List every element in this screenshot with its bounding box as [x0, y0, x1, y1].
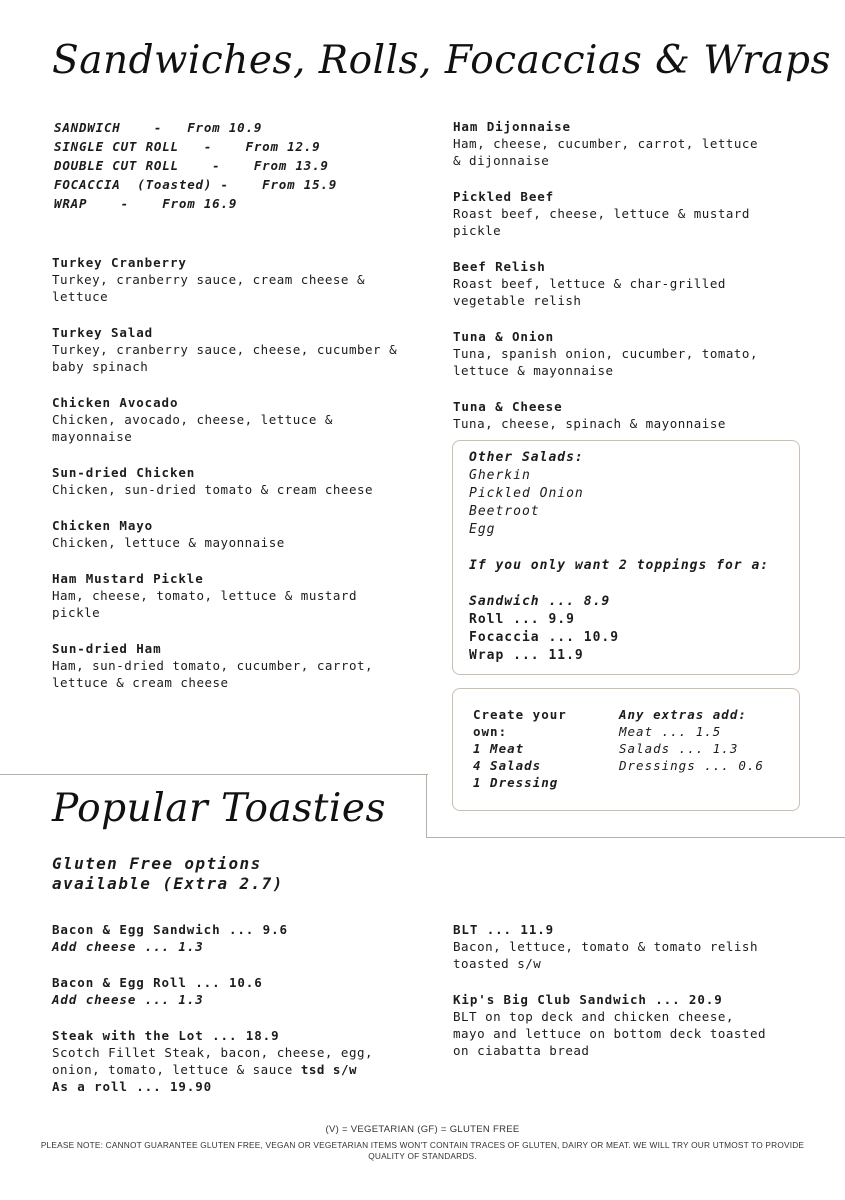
menu-item	[52, 921, 422, 955]
menu-item	[52, 1027, 422, 1095]
price-focaccia: FOCACCIA (Toasted) - From 15.9	[54, 177, 338, 192]
item-name: Sun-dried Chicken	[52, 465, 196, 480]
item-name: Kip's Big Club Sandwich ... 20.9	[453, 992, 723, 1007]
item-addon: Add cheese ... 1.3	[52, 992, 204, 1007]
menu-item	[52, 464, 422, 498]
item-description: Chicken, sun-dried tomato & cream cheese	[52, 482, 374, 497]
two-toppings-sandwich: Sandwich ... 8.9	[469, 594, 611, 609]
menu-item	[52, 974, 422, 1008]
price-double-cut-roll: DOUBLE CUT ROLL - From 13.9	[54, 158, 329, 173]
create-your-own-column	[473, 706, 603, 791]
item-addon: Add cheese ... 1.3	[52, 939, 204, 954]
item-name: Tuna & Cheese	[453, 399, 563, 414]
item-name: Ham Mustard Pickle	[52, 571, 204, 586]
salad-item: Pickled Onion	[469, 486, 584, 501]
salad-item: Egg	[469, 522, 496, 537]
toasties-list-right	[453, 921, 798, 1078]
menu-item	[453, 328, 823, 379]
menu-item	[52, 254, 422, 305]
menu-item	[52, 394, 422, 445]
menu-item	[453, 921, 798, 972]
extras-item: Dressings ... 0.6	[619, 758, 764, 773]
menu-item	[52, 324, 422, 375]
item-description	[52, 1044, 422, 1078]
item-extra: As a roll ... 19.90	[52, 1079, 213, 1094]
sandwich-list-left	[52, 254, 422, 710]
dietary-legend: (V) = VEGETARIAN (GF) = GLUTEN FREE	[325, 1124, 520, 1135]
menu-item	[453, 398, 823, 432]
item-name: Turkey Cranberry	[52, 255, 187, 270]
item-description: Tuna, cheese, spinach & mayonnaise	[453, 416, 726, 431]
item-description-bold: tsd s/w	[300, 1062, 357, 1077]
price-wrap: WRAP - From 16.9	[54, 196, 238, 211]
item-name: Tuna & Onion	[453, 329, 555, 344]
create-own-heading: Create your	[473, 707, 567, 722]
item-description: Bacon, lettuce, tomato & tomato relish toasted s/w	[453, 939, 758, 971]
item-description: Turkey, cranberry sauce, cheese, cucumber & baby spinach	[52, 342, 398, 374]
two-toppings-roll: Roll ... 9.9	[469, 612, 575, 627]
item-description: Roast beef, cheese, lettuce & mustard pickle	[453, 206, 750, 238]
menu-item	[52, 640, 422, 691]
create-own-item: 1 Meat	[473, 741, 525, 756]
item-name: Pickled Beef	[453, 189, 555, 204]
section-divider	[426, 774, 427, 838]
item-description: Tuna, spanish onion, cucumber, tomato, lettuce & mayonnaise	[453, 346, 758, 378]
extras-heading: Any extras add:	[619, 707, 747, 722]
item-name: BLT ... 11.9	[453, 922, 555, 937]
menu-item	[453, 118, 823, 169]
menu-item	[52, 570, 422, 621]
menu-item	[453, 991, 798, 1059]
two-toppings-heading: If you only want 2 toppings for a:	[469, 558, 770, 573]
other-salads-heading: Other Salads:	[469, 450, 584, 465]
item-name: Ham Dijonnaise	[453, 119, 571, 134]
item-name: Sun-dried Ham	[52, 641, 162, 656]
two-toppings-wrap: Wrap ... 11.9	[469, 648, 584, 663]
item-description: Ham, cheese, tomato, lettuce & mustard pickle	[52, 588, 357, 620]
other-salads-box	[452, 440, 800, 675]
item-description-text: Scotch Fillet Steak, bacon, cheese, egg, onion, tomato, lettuce & sauce	[52, 1045, 374, 1077]
create-own-item: 1 Dressing	[473, 775, 559, 790]
sandwich-list-right	[453, 118, 823, 451]
price-list	[54, 118, 337, 213]
item-name: Chicken Avocado	[52, 395, 179, 410]
item-name: Beef Relish	[453, 259, 546, 274]
item-description: Chicken, avocado, cheese, lettuce & mayonnaise	[52, 412, 333, 444]
item-description: Roast beef, lettuce & char-grilled vegetable relish	[453, 276, 726, 308]
sandwiches-title: Sandwiches, Rolls, Focaccias & Wraps	[52, 38, 831, 83]
salad-item: Gherkin	[469, 468, 531, 483]
item-description: Turkey, cranberry sauce, cream cheese & lettuce	[52, 272, 365, 304]
price-sandwich: SANDWICH - From 10.9	[54, 120, 263, 135]
item-name: Steak with the Lot ... 18.9	[52, 1028, 280, 1043]
item-description: Ham, cheese, cucumber, carrot, lettuce & dijonnaise	[453, 136, 758, 168]
item-name: Turkey Salad	[52, 325, 154, 340]
create-own-item: 4 Salads	[473, 758, 542, 773]
create-your-own-box	[452, 688, 800, 811]
item-description: Ham, sun-dried tomato, cucumber, carrot, lettuce & cream cheese	[52, 658, 374, 690]
spacer	[469, 575, 783, 593]
two-toppings-focaccia: Focaccia ... 10.9	[469, 630, 620, 645]
item-description: BLT on top deck and chicken cheese, mayo and lettuce on bottom deck toasted on ciabatta bread	[453, 1009, 766, 1058]
menu-item	[453, 258, 823, 309]
menu-item	[52, 517, 422, 551]
item-name: Bacon & Egg Roll ... 10.6	[52, 975, 263, 990]
spacer	[469, 539, 783, 557]
extras-item: Meat ... 1.5	[619, 724, 722, 739]
toasties-list-left	[52, 921, 422, 1114]
create-own-heading-cont: own:	[473, 724, 508, 739]
section-divider	[426, 837, 845, 838]
item-name: Bacon & Egg Sandwich ... 9.6	[52, 922, 288, 937]
toasties-title: Popular Toasties	[52, 786, 386, 831]
item-description: Chicken, lettuce & mayonnaise	[52, 535, 285, 550]
item-name: Chicken Mayo	[52, 518, 154, 533]
menu-item	[453, 188, 823, 239]
allergen-disclaimer: PLEASE NOTE: CANNOT GUARANTEE GLUTEN FREE, VEGAN OR VEGETARIAN ITEMS WON'T CONTAIN TRACES OF GLUTEN, DAIRY OR MEAT. WE WILL TRY OUR UTMOST TO PROVIDE QUALITY OF STANDARDS.	[40, 1140, 805, 1161]
extras-column	[619, 706, 789, 774]
extras-item: Salads ... 1.3	[619, 741, 739, 756]
gluten-free-note: Gluten Free options available (Extra 2.7)	[52, 854, 284, 893]
salad-item: Beetroot	[469, 504, 540, 519]
section-divider	[0, 774, 428, 775]
price-single-cut-roll: SINGLE CUT ROLL - From 12.9	[54, 139, 321, 154]
